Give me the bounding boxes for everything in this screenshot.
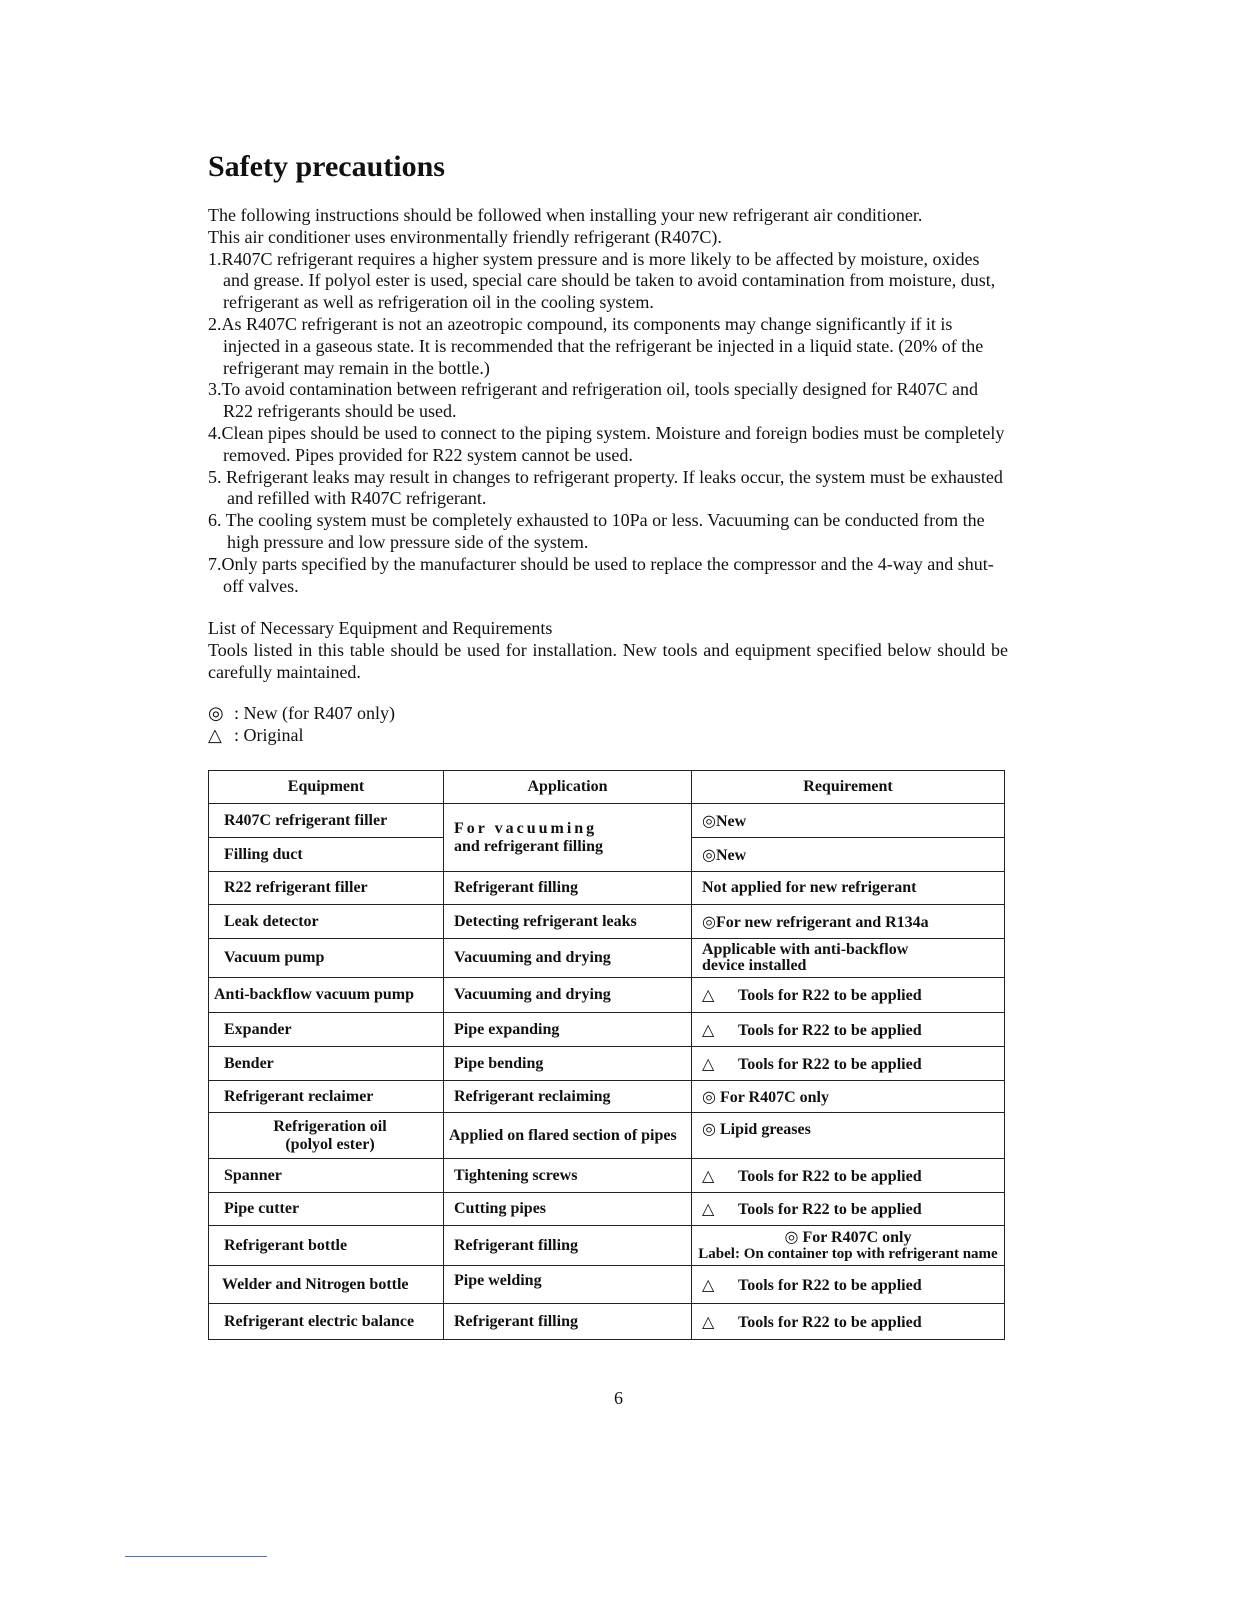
equipment-cell: Spanner xyxy=(209,1159,444,1193)
application-cell: Vacuuming and drying xyxy=(444,939,692,978)
table-row xyxy=(209,939,1005,978)
requirement-cell xyxy=(692,1304,1005,1340)
table-row xyxy=(209,1113,1005,1159)
table-row xyxy=(209,905,1005,939)
requirement-line: Applicable with anti-backflow xyxy=(702,941,909,959)
precaution-item-1: 1.R407C refrigerant requires a higher system pressure and is more likely to be affected by moisture, oxides and grease. If polyol ester is used, special care should be taken to avoid contamination from moisture, dust, refrigerant as well as refrigeration oil in the cooling system. xyxy=(208,248,996,313)
requirement-text: Tools for R22 to be applied xyxy=(738,1313,922,1331)
equipment-line: (polyol ester) xyxy=(285,1135,375,1153)
requirement-cell: ◎ For R407C only xyxy=(692,1081,1005,1113)
list-description: Tools listed in this table should be used for installation. New tools and equipment specified below should be carefully maintained. xyxy=(208,640,1008,682)
triangle-icon: △ xyxy=(702,987,715,1005)
table-row xyxy=(209,1266,1005,1304)
table-row xyxy=(209,1226,1005,1266)
requirement-cell: ◎ Lipid greases xyxy=(692,1113,1005,1159)
triangle-icon: △ xyxy=(702,1055,715,1073)
requirement-line: Label: On container top with refrigerant name xyxy=(698,1245,998,1262)
header-requirement: Requirement xyxy=(692,771,1005,804)
table-row xyxy=(209,978,1005,1013)
table-row xyxy=(209,804,1005,838)
application-cell: Tightening screws xyxy=(444,1159,692,1193)
requirement-cell xyxy=(692,1013,1005,1047)
equipment-cell: Pipe cutter xyxy=(209,1193,444,1226)
legend-original xyxy=(208,725,1008,747)
equipment-cell: Bender xyxy=(209,1047,444,1081)
footer-rule xyxy=(125,1556,267,1557)
equipment-cell: R22 refrigerant filler xyxy=(209,872,444,905)
table-row xyxy=(209,1047,1005,1081)
requirement-cell xyxy=(692,1159,1005,1193)
table-row xyxy=(209,1304,1005,1340)
triangle-icon: △ xyxy=(702,1201,715,1219)
table-row xyxy=(209,1081,1005,1113)
requirement-cell: ◎New xyxy=(692,804,1005,838)
legend-original-label: : Original xyxy=(234,724,304,745)
requirement-line: device installed xyxy=(702,957,807,975)
equipment-cell: Refrigerant electric balance xyxy=(209,1304,444,1340)
application-cell: Pipe bending xyxy=(444,1047,692,1081)
precaution-item-7: 7.Only parts specified by the manufacturer should be used to replace the compressor and the 4-way and shut-off valves. xyxy=(208,553,994,596)
requirement-text: Tools for R22 to be applied xyxy=(738,1201,922,1219)
table-row xyxy=(209,1013,1005,1047)
application-line: and refrigerant filling xyxy=(454,837,604,855)
triangle-icon: △ xyxy=(702,1313,715,1331)
table-row xyxy=(209,1193,1005,1226)
precaution-item-4: 4.Clean pipes should be used to connect to the piping system. Moisture and foreign bodies must be completely removed. Pipes provided for R22 system cannot be used. xyxy=(208,422,1005,465)
requirement-cell xyxy=(692,939,1005,978)
legend-new-label: : New (for R407 only) xyxy=(234,702,395,723)
triangle-icon: △ xyxy=(702,1021,715,1039)
double-circle-icon: ◎ xyxy=(208,702,224,723)
equipment-cell: Anti-backflow vacuum pump xyxy=(209,978,444,1013)
application-cell: Refrigerant filling xyxy=(444,1304,692,1340)
equipment-cell: Expander xyxy=(209,1013,444,1047)
precaution-item-2: 2.As R407C refrigerant is not an azeotropic compound, its components may change significantly if it is injected in a gaseous state. It is recommended that the refrigerant be injected in a liquid state. (20% of the refrigerant may remain in the bottle.) xyxy=(208,313,984,378)
equipment-cell: Leak detector xyxy=(209,905,444,939)
header-application: Application xyxy=(444,771,692,804)
requirement-text: Tools for R22 to be applied xyxy=(738,987,922,1005)
intro-line-1: The following instructions should be followed when installing your new refrigerant air conditioner. xyxy=(208,205,923,225)
equipment-cell: Refrigerant reclaimer xyxy=(209,1081,444,1113)
equipment-table xyxy=(208,770,1005,1340)
requirement-cell xyxy=(692,1193,1005,1226)
application-cell xyxy=(444,804,692,872)
triangle-icon: △ xyxy=(702,1167,715,1185)
application-cell: Refrigerant filling xyxy=(444,1226,692,1266)
application-cell: Applied on flared section of pipes xyxy=(444,1113,692,1159)
requirement-cell xyxy=(692,1226,1005,1266)
equipment-cell: R407C refrigerant filler xyxy=(209,804,444,838)
triangle-icon: △ xyxy=(208,724,222,745)
requirement-line: ◎ For R407C only xyxy=(784,1228,912,1246)
table-row xyxy=(209,1159,1005,1193)
application-cell: Pipe welding xyxy=(444,1266,692,1304)
document-page xyxy=(208,150,1008,1340)
application-line: For vacuuming xyxy=(454,819,598,837)
page-number: 6 xyxy=(614,1388,623,1408)
application-cell: Detecting refrigerant leaks xyxy=(444,905,692,939)
application-cell: Pipe expanding xyxy=(444,1013,692,1047)
application-cell: Cutting pipes xyxy=(444,1193,692,1226)
equipment-cell: Vacuum pump xyxy=(209,939,444,978)
equipment-cell: Refrigerant bottle xyxy=(209,1226,444,1266)
precaution-item-6: 6. The cooling system must be completely exhausted to 10Pa or less. Vacuuming can be conducted from the high pressure and low pressure side of the system. xyxy=(208,510,985,552)
requirement-text: Tools for R22 to be applied xyxy=(738,1276,922,1294)
precaution-item-3: 3.To avoid contamination between refrigerant and refrigeration oil, tools specially designed for R407C and R22 refrigerants should be used. xyxy=(208,379,979,422)
equipment-line: Refrigeration oil xyxy=(273,1117,387,1135)
equipment-cell xyxy=(209,1113,444,1159)
requirement-cell xyxy=(692,978,1005,1013)
application-cell: Vacuuming and drying xyxy=(444,978,692,1013)
application-cell: Refrigerant filling xyxy=(444,872,692,905)
triangle-icon: △ xyxy=(702,1276,715,1294)
list-heading: List of Necessary Equipment and Requirements xyxy=(208,618,553,639)
intro-line-2: This air conditioner uses environmentally friendly refrigerant (R407C). xyxy=(208,226,722,247)
requirement-cell: ◎For new refrigerant and R134a xyxy=(692,905,1005,939)
requirement-cell: Not applied for new refrigerant xyxy=(692,872,1005,905)
table-row xyxy=(209,872,1005,905)
precaution-item-5: 5. Refrigerant leaks may result in changes to refrigerant property. If leaks occur, the system must be exhausted and refilled with R407C refrigerant. xyxy=(208,466,1003,509)
requirement-text: Tools for R22 to be applied xyxy=(738,1167,922,1185)
application-cell: Refrigerant reclaiming xyxy=(444,1081,692,1113)
header-equipment: Equipment xyxy=(209,771,444,804)
requirement-cell xyxy=(692,1266,1005,1304)
equipment-cell: Welder and Nitrogen bottle xyxy=(209,1266,444,1304)
requirement-cell xyxy=(692,1047,1005,1081)
equipment-cell: Filling duct xyxy=(209,838,444,872)
page-title: Safety precautions xyxy=(208,150,445,183)
requirement-text: Tools for R22 to be applied xyxy=(738,1021,922,1039)
legend-new xyxy=(208,703,1008,725)
table-header-row xyxy=(209,771,1005,804)
requirement-cell: ◎New xyxy=(692,838,1005,872)
requirement-text: Tools for R22 to be applied xyxy=(738,1055,922,1073)
